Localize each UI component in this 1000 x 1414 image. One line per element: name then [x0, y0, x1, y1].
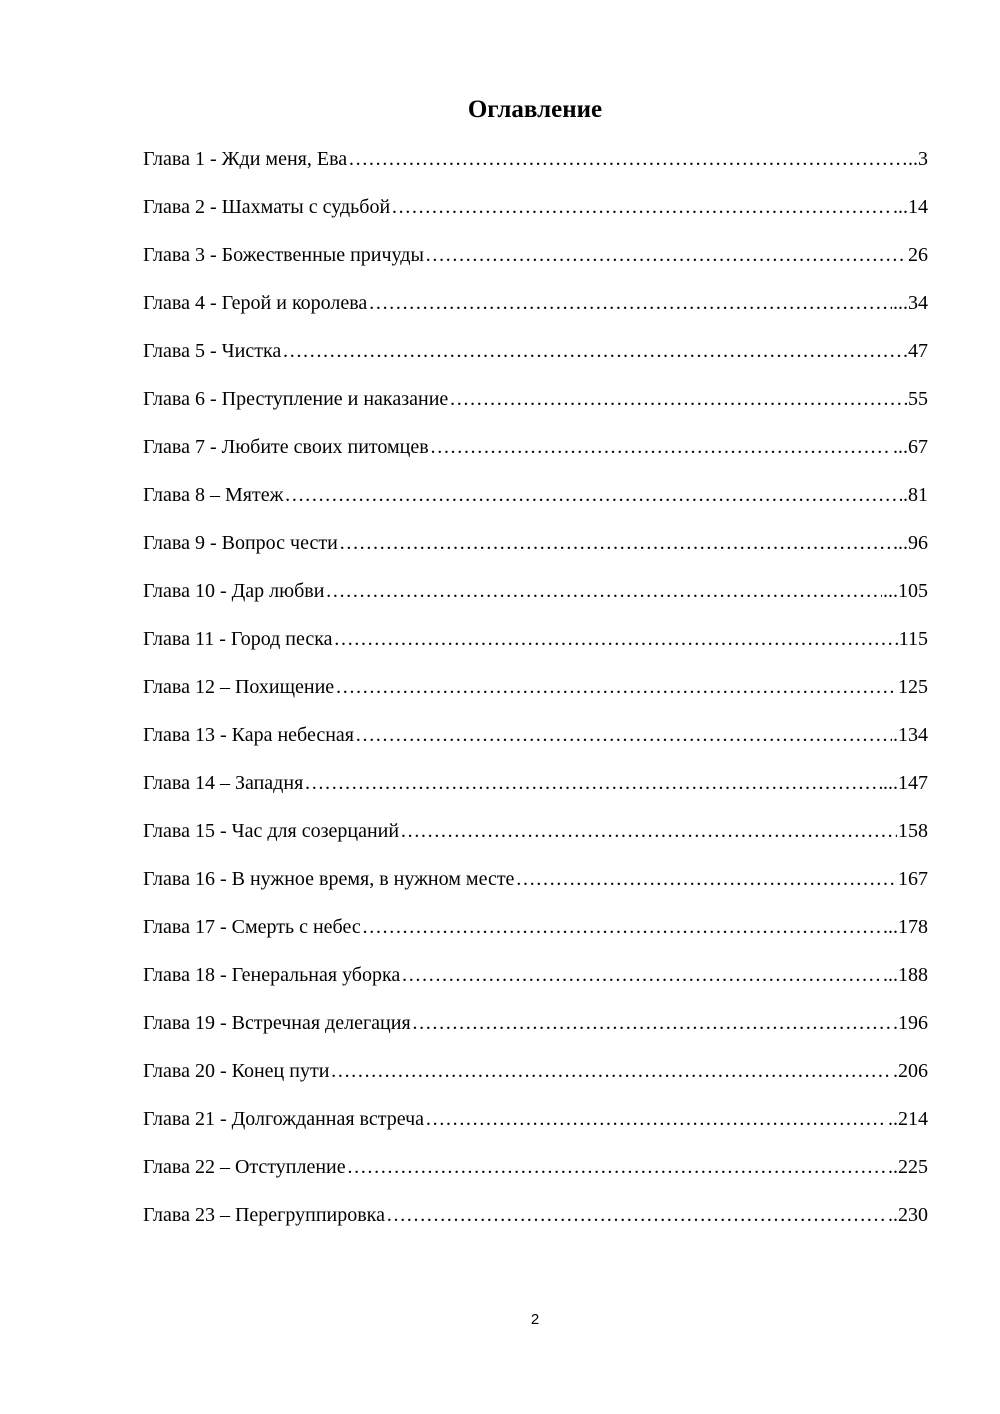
toc-entry: [143, 811, 928, 859]
toc-entry: [143, 139, 928, 187]
toc-entry: [143, 763, 928, 811]
toc-entry-title: Глава 20 - Конец пути: [143, 1060, 330, 1082]
toc-entry-title: Глава 13 - Кара небесная: [143, 724, 354, 746]
toc-entry-title: Глава 14 – Западня: [143, 772, 304, 794]
page-title: Оглавление: [467, 96, 603, 123]
toc-leader-dots: [401, 955, 882, 995]
toc-entry-title: Глава 2 - Шахматы с судьбой: [143, 196, 391, 218]
toc-entry-page: 55: [908, 388, 928, 410]
toc-leader-dots: [282, 331, 902, 371]
toc-entry-title: Глава 9 - Вопрос чести: [143, 532, 338, 554]
toc-entry-page: .47: [903, 340, 928, 362]
toc-entry-page: 115: [898, 628, 928, 650]
toc-leader-dots: [347, 1147, 887, 1187]
toc-leader-dots: [391, 187, 892, 227]
toc-leader-dots: [348, 139, 907, 179]
toc-leader-dots: [284, 475, 902, 515]
toc-entry-title: Глава 12 – Похищение: [143, 676, 335, 698]
table-of-contents: [143, 139, 928, 1243]
toc-entry-title: Глава 16 - В нужное время, в нужном месте: [143, 868, 515, 890]
toc-entry-title: Глава 22 – Отступление: [143, 1156, 346, 1178]
toc-entry-page: ...178: [883, 916, 928, 938]
toc-entry: [143, 1195, 928, 1243]
toc-entry: [143, 427, 928, 475]
toc-entry: [143, 523, 928, 571]
toc-entry-title: Глава 11 - Город песка: [143, 628, 333, 650]
toc-entry: [143, 187, 928, 235]
toc-entry-page: ..214: [888, 1108, 928, 1130]
toc-entry: [143, 475, 928, 523]
toc-leader-dots: [425, 235, 907, 275]
toc-leader-dots: [325, 571, 882, 611]
toc-entry-page: .134: [893, 724, 928, 746]
toc-entry-page: 167: [898, 868, 928, 890]
toc-entry-title: Глава 18 - Генеральная уборка: [143, 964, 401, 986]
toc-entry: [143, 1051, 928, 1099]
toc-entry-title: Глава 21 - Долгожданная встреча: [143, 1108, 425, 1130]
toc-leader-dots: [335, 667, 897, 707]
toc-entry-title: Глава 3 - Божественные причуды: [143, 244, 424, 266]
toc-leader-dots: [355, 715, 892, 755]
toc-leader-dots: [515, 859, 897, 899]
toc-leader-dots: [386, 1195, 887, 1235]
toc-entry-page: ...147: [883, 772, 928, 794]
toc-leader-dots: [334, 619, 898, 659]
toc-entry-title: Глава 7 - Любите своих питомцев: [143, 436, 429, 458]
toc-entry: [143, 907, 928, 955]
toc-entry: [143, 667, 928, 715]
toc-entry-page: ...105: [883, 580, 928, 602]
toc-leader-dots: [339, 523, 897, 563]
toc-entry: [143, 1099, 928, 1147]
toc-leader-dots: [400, 811, 897, 851]
page-number: 2: [530, 1311, 540, 1328]
toc-entry-title: Глава 19 - Встречная делегация: [143, 1012, 411, 1034]
toc-entry-title: Глава 8 – Мятеж: [143, 484, 284, 506]
toc-entry: [143, 715, 928, 763]
toc-entry: [143, 283, 928, 331]
toc-entry: [143, 571, 928, 619]
toc-entry-page: 158: [898, 820, 928, 842]
toc-leader-dots: [362, 907, 882, 947]
toc-entry-title: Глава 15 - Час для созерцаний: [143, 820, 400, 842]
toc-entry: [143, 331, 928, 379]
toc-entry-title: Глава 10 - Дар любви: [143, 580, 325, 602]
toc-entry-page: ..96: [898, 532, 928, 554]
toc-entry-page: ...67: [893, 436, 928, 458]
toc-entry-title: Глава 5 - Чистка: [143, 340, 282, 362]
toc-entry-title: Глава 17 - Смерть с небес: [143, 916, 361, 938]
toc-entry: [143, 235, 928, 283]
toc-entry-page: .196: [893, 1012, 928, 1034]
toc-entry-page: ..3: [908, 148, 928, 170]
toc-entry-page: ...34: [893, 292, 928, 314]
toc-entry-page: .81: [903, 484, 928, 506]
toc-leader-dots: [330, 1051, 892, 1091]
toc-entry: [143, 379, 928, 427]
toc-entry: [143, 1003, 928, 1051]
toc-entry-page: ...188: [883, 964, 928, 986]
toc-leader-dots: [368, 283, 892, 323]
toc-entry: [143, 1147, 928, 1195]
toc-leader-dots: [304, 763, 882, 803]
toc-entry-title: Глава 1 - Жди меня, Ева: [143, 148, 348, 170]
toc-entry: [143, 955, 928, 1003]
toc-leader-dots: [412, 1003, 892, 1043]
toc-entry-page: 26: [908, 244, 928, 266]
toc-entry-title: Глава 6 - Преступление и наказание: [143, 388, 449, 410]
toc-entry-page: ..230: [888, 1204, 928, 1226]
toc-entry-page: ...14: [893, 196, 928, 218]
toc-entry: [143, 619, 928, 667]
toc-leader-dots: [430, 427, 892, 467]
toc-entry-page: ..225: [888, 1156, 928, 1178]
toc-entry-page: 125: [898, 676, 928, 698]
toc-leader-dots: [449, 379, 907, 419]
toc-entry: [143, 859, 928, 907]
toc-entry-page: .206: [893, 1060, 928, 1082]
toc-entry-title: Глава 23 – Перегруппировка: [143, 1204, 385, 1226]
toc-entry-title: Глава 4 - Герой и королева: [143, 292, 368, 314]
toc-leader-dots: [425, 1099, 887, 1139]
